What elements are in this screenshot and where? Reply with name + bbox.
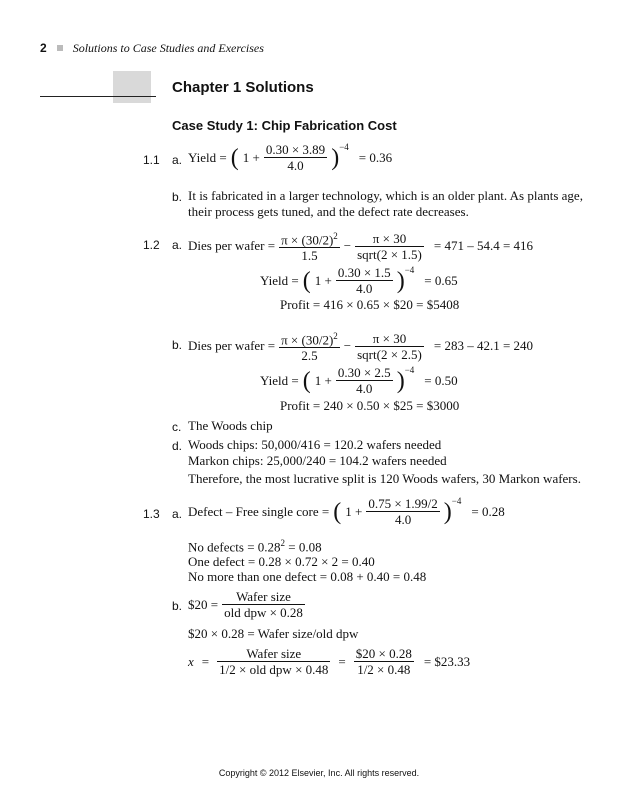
equation-dies-per-wafer <box>188 329 533 363</box>
profit-line: Profit = 240 × 0.50 × $25 = $3000 <box>280 398 460 413</box>
equation-wafer-size <box>188 589 305 620</box>
equals-sign: = <box>338 653 346 669</box>
close-paren: ) <box>396 267 405 294</box>
equation-yield <box>260 265 458 296</box>
profit-line: Profit = 416 × 0.65 × $20 = $5408 <box>280 297 460 312</box>
open-paren: ( <box>302 367 311 394</box>
problem-number: 1.1 <box>143 153 160 167</box>
text-line: The Woods chip <box>188 418 273 433</box>
eq-one-plus: 1 + <box>314 272 332 288</box>
minus-sign: − <box>343 238 352 254</box>
header-square-icon <box>57 45 63 51</box>
variable-x: x <box>188 653 194 669</box>
part-label: d. <box>172 439 183 453</box>
copyright-footer: Copyright © 2012 Elsevier, Inc. All rights reserved. <box>218 768 420 778</box>
part-label: b. <box>172 338 183 352</box>
fraction: $\frac{0.30 \times 1.5}{4.0}$ <box>337 265 391 296</box>
eq-one-plus: 1 + <box>314 372 332 388</box>
fraction: $\frac{0.75 \times 1.99/2}{4.0}$ <box>368 496 438 527</box>
text-line: $20 × 0.28 = Wafer size/old dpw <box>188 626 359 641</box>
eq-result: = 0.50 <box>424 372 458 388</box>
fraction: $\frac{\pi \times 30}{\text{sqrt(2 × 2.5)}}$ <box>357 330 422 362</box>
eq-one-plus: 1 + <box>242 149 260 165</box>
text-line: their process gets tuned, and the defect rate decreases. <box>188 204 469 219</box>
part-label: a. <box>172 153 183 167</box>
close-paren: ) <box>331 144 340 171</box>
problem-number: 1.2 <box>143 238 160 252</box>
running-title: Solutions to Case Studies and Exercises <box>72 41 264 55</box>
close-paren: ) <box>443 498 452 525</box>
text-line: Woods chips: 50,000/416 = 120.2 wafers needed <box>188 437 442 452</box>
running-header <box>40 39 264 57</box>
close-paren: ) <box>396 367 405 394</box>
section-title: Case Study 1: Chip Fabrication Cost <box>172 118 397 133</box>
chapter-tab-block <box>113 71 151 103</box>
equation-defect-free <box>188 496 505 527</box>
exponent: −4 <box>404 265 415 275</box>
fraction: $\frac{0.30 \times 2.5}{4.0}$ <box>337 365 391 396</box>
fraction: $\frac{\pi \times 30}{\text{sqrt(2 × 1.5)}}$ <box>357 230 422 262</box>
text-line: Therefore, the most lucrative split is 120 Woods wafers, 30 Markon wafers. <box>188 471 581 486</box>
equals-sign: = <box>201 653 210 669</box>
eq-result: = 283 – 42.1 = 240 <box>433 338 534 354</box>
eq-lhs: Yield = <box>260 272 299 288</box>
open-paren: ( <box>333 498 342 525</box>
fraction: $\frac{\pi \times (30/2)^2}{1.5}$ <box>281 231 338 264</box>
eq-lhs: Yield = <box>260 372 299 388</box>
eq-result: = 0.28 <box>471 503 505 519</box>
fraction: $\frac{\text{Wafer size}}{\text{old dpw × 0.28}}$ <box>224 589 303 620</box>
eq-result: = $23.33 <box>423 653 471 669</box>
text-line: No defects = $0.28^2 = 0.08$ <box>188 538 322 555</box>
page-number: 2 <box>40 41 47 55</box>
open-paren: ( <box>230 144 239 171</box>
eq-lhs: Dies per wafer = <box>188 238 276 254</box>
fraction: $\frac{\$20 \times 0.28}{1/2 \times 0.48}$ <box>355 646 412 677</box>
text-line: One defect = 0.28 × 0.72 × 2 = 0.40 <box>188 554 375 569</box>
chapter-title: Chapter 1 Solutions <box>172 79 314 96</box>
part-label: a. <box>172 238 183 252</box>
eq-lhs: Dies per wafer = <box>188 338 276 354</box>
part-label: a. <box>172 507 183 521</box>
text-line: No more than one defect = 0.08 + 0.40 = 0.48 <box>188 569 427 584</box>
exponent: −4 <box>339 142 349 152</box>
equation-yield <box>260 365 458 396</box>
minus-sign: − <box>343 338 352 354</box>
fraction: $\frac{\text{Wafer size}}{\text{1/2 × old dpw × 0.48}}$ <box>219 646 329 677</box>
part-label: b. <box>172 190 183 204</box>
text-line: It is fabricated in a larger technology, which is an older plant. As plants age, <box>188 188 583 203</box>
chapter-rule <box>40 96 156 97</box>
fraction: $\frac{\pi \times (30/2)^2}{2.5}$ <box>281 331 338 364</box>
problem-number: 1.3 <box>143 507 160 521</box>
part-label: b. <box>172 599 183 613</box>
eq-lhs: Defect – Free single core = <box>188 503 330 519</box>
eq-result: = 471 – 54.4 = 416 <box>433 238 534 254</box>
part-label: c. <box>172 420 182 434</box>
exponent: −4 <box>451 496 462 506</box>
equation-yield <box>188 142 392 173</box>
equation-dies-per-wafer <box>188 229 533 263</box>
open-paren: ( <box>302 267 311 294</box>
equation-x <box>188 646 470 677</box>
fraction: $\frac{0.30 \times 3.89}{4.0}$ <box>265 142 326 173</box>
eq-result: = 0.36 <box>358 149 393 165</box>
eq-lhs: $20 = <box>188 596 219 612</box>
eq-result: = 0.65 <box>424 272 458 288</box>
eq-one-plus: 1 + <box>345 503 363 519</box>
text-line: Markon chips: 25,000/240 = 104.2 wafers needed <box>188 453 447 468</box>
eq-lhs: Yield = <box>188 149 227 165</box>
exponent: −4 <box>404 365 415 375</box>
